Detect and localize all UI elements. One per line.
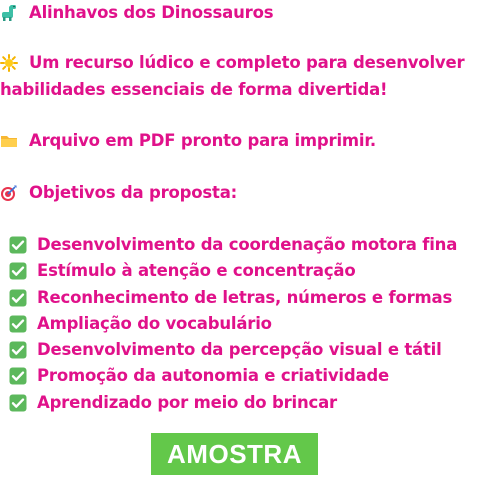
check-icon [9, 341, 27, 359]
objective-text: Promoção da autonomia e criatividade [37, 366, 390, 385]
sample-button[interactable]: AMOSTRA [151, 433, 318, 475]
list-item [9, 313, 272, 335]
intro-row [0, 52, 464, 74]
file-info-row [0, 130, 376, 152]
check-icon [9, 394, 27, 412]
objectives-heading: Objetivos da proposta: [29, 183, 238, 202]
check-icon [9, 236, 27, 254]
check-icon [9, 315, 27, 333]
file-info-text: Arquivo em PDF pronto para imprimir. [29, 131, 377, 150]
objectives-heading-row [0, 182, 237, 204]
list-item [9, 287, 452, 309]
intro-row-2 [0, 79, 387, 101]
list-item [9, 260, 355, 282]
folder-icon [0, 132, 18, 150]
dinosaur-icon [0, 4, 18, 22]
objective-text: Reconhecimento de letras, números e formas [37, 288, 453, 307]
target-icon [0, 184, 18, 202]
check-icon [9, 289, 27, 307]
sparkle-icon [0, 54, 18, 72]
list-item [9, 392, 337, 414]
objective-text: Desenvolvimento da percepção visual e tátil [37, 340, 442, 359]
page-title: Alinhavos dos Dinossauros [29, 3, 274, 22]
title-row [0, 2, 273, 24]
intro-line-2: habilidades essenciais de forma divertida! [0, 80, 388, 99]
check-icon [9, 262, 27, 280]
check-icon [9, 367, 27, 385]
intro-line-1: Um recurso lúdico e completo para desenvolver [29, 53, 465, 72]
objective-text: Aprendizado por meio do brincar [37, 393, 337, 412]
list-item [9, 339, 442, 361]
objective-text: Estímulo à atenção e concentração [37, 261, 356, 280]
list-item [9, 365, 389, 387]
list-item [9, 234, 457, 256]
objective-text: Ampliação do vocabulário [37, 314, 272, 333]
objective-text: Desenvolvimento da coordenação motora fina [37, 235, 458, 254]
